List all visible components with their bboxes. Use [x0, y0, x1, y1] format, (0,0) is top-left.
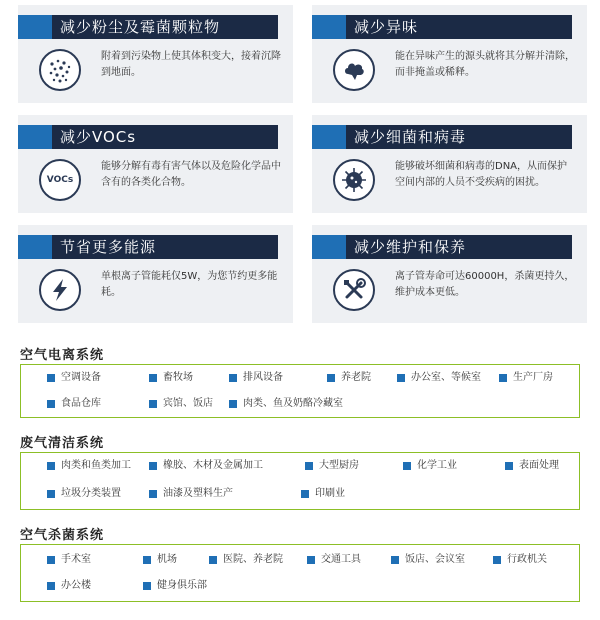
list-item: 肉类、鱼及奶酪冷藏室 — [229, 397, 343, 411]
list-item: 健身俱乐部 — [143, 579, 207, 593]
virus-icon — [333, 159, 375, 201]
list-item: 印刷业 — [301, 487, 345, 501]
list-item: 办公室、等候室 — [397, 371, 481, 385]
list-item: 表面处理 — [505, 459, 559, 473]
card-odor — [312, 5, 587, 103]
card-header — [312, 125, 572, 149]
card-description: 能够破坏细菌和病毒的DNA，从而保护空间内部的人员不受疾病的困扰。 — [395, 161, 568, 188]
card-header — [18, 235, 278, 259]
card-description: 能够分解有毒有害气体以及危险化学品中含有的各类化合物。 — [101, 161, 281, 188]
card-title: 减少细菌和病毒 — [346, 125, 572, 149]
card-header — [18, 15, 278, 39]
section-box — [20, 364, 580, 418]
section-title: 废气清洁系统 — [20, 436, 105, 451]
list-item: 垃圾分类装置 — [47, 487, 121, 501]
list-item: 排风设备 — [229, 371, 283, 385]
list-item: 油漆及塑料生产 — [149, 487, 233, 501]
card-description: 能在异味产生的源头就将其分解并清除，而非掩盖或稀释。 — [395, 51, 575, 78]
card-title: 减少异味 — [346, 15, 572, 39]
list-item: 化学工业 — [403, 459, 457, 473]
list-item: 畜牧场 — [149, 371, 193, 385]
card-title: 减少VOCs — [52, 125, 278, 149]
card-energy — [18, 225, 293, 323]
card-description: 离子管寿命可达60000H，杀菌更持久，维护成本更低。 — [395, 271, 575, 298]
dust-particles-icon — [39, 49, 81, 91]
list-item: 宾馆、饭店 — [149, 397, 213, 411]
card-vocs — [18, 115, 293, 213]
section-box — [20, 544, 580, 602]
list-item: 食品仓库 — [47, 397, 101, 411]
card-virus — [312, 115, 587, 213]
card-maintenance — [312, 225, 587, 323]
list-item: 空调设备 — [47, 371, 101, 385]
card-header — [18, 125, 278, 149]
card-header — [312, 15, 572, 39]
list-item: 橡胶、木材及金属加工 — [149, 459, 263, 473]
card-title: 减少粉尘及霉菌颗粒物 — [52, 15, 278, 39]
card-header — [312, 235, 572, 259]
section-box — [20, 452, 580, 510]
vocs-icon — [39, 159, 81, 201]
list-item: 机场 — [143, 553, 177, 567]
list-item: 养老院 — [327, 371, 371, 385]
lightning-icon — [39, 269, 81, 311]
list-item: 手术室 — [47, 553, 91, 567]
list-item: 大型厨房 — [305, 459, 359, 473]
card-description: 单根离子管能耗仅5W，为您节约更多能耗。 — [101, 271, 278, 298]
list-item: 交通工具 — [307, 553, 361, 567]
card-title: 节省更多能源 — [52, 235, 278, 259]
card-description: 附着到污染物上使其体积变大，接着沉降到地面。 — [101, 51, 281, 78]
card-title: 减少维护和保养 — [346, 235, 572, 259]
list-item: 肉类和鱼类加工 — [47, 459, 131, 473]
list-item: 办公楼 — [47, 579, 91, 593]
vocs-icon-label: VOCs — [46, 175, 74, 185]
tools-icon — [333, 269, 375, 311]
list-item: 医院、养老院 — [209, 553, 283, 567]
list-item: 生产厂房 — [499, 371, 553, 385]
section-title: 空气电离系统 — [20, 348, 105, 363]
odor-smoke-icon — [333, 49, 375, 91]
list-item: 饭店、会议室 — [391, 553, 465, 567]
list-item: 行政机关 — [493, 553, 547, 567]
section-title: 空气杀菌系统 — [20, 528, 105, 543]
card-dust — [18, 5, 293, 103]
